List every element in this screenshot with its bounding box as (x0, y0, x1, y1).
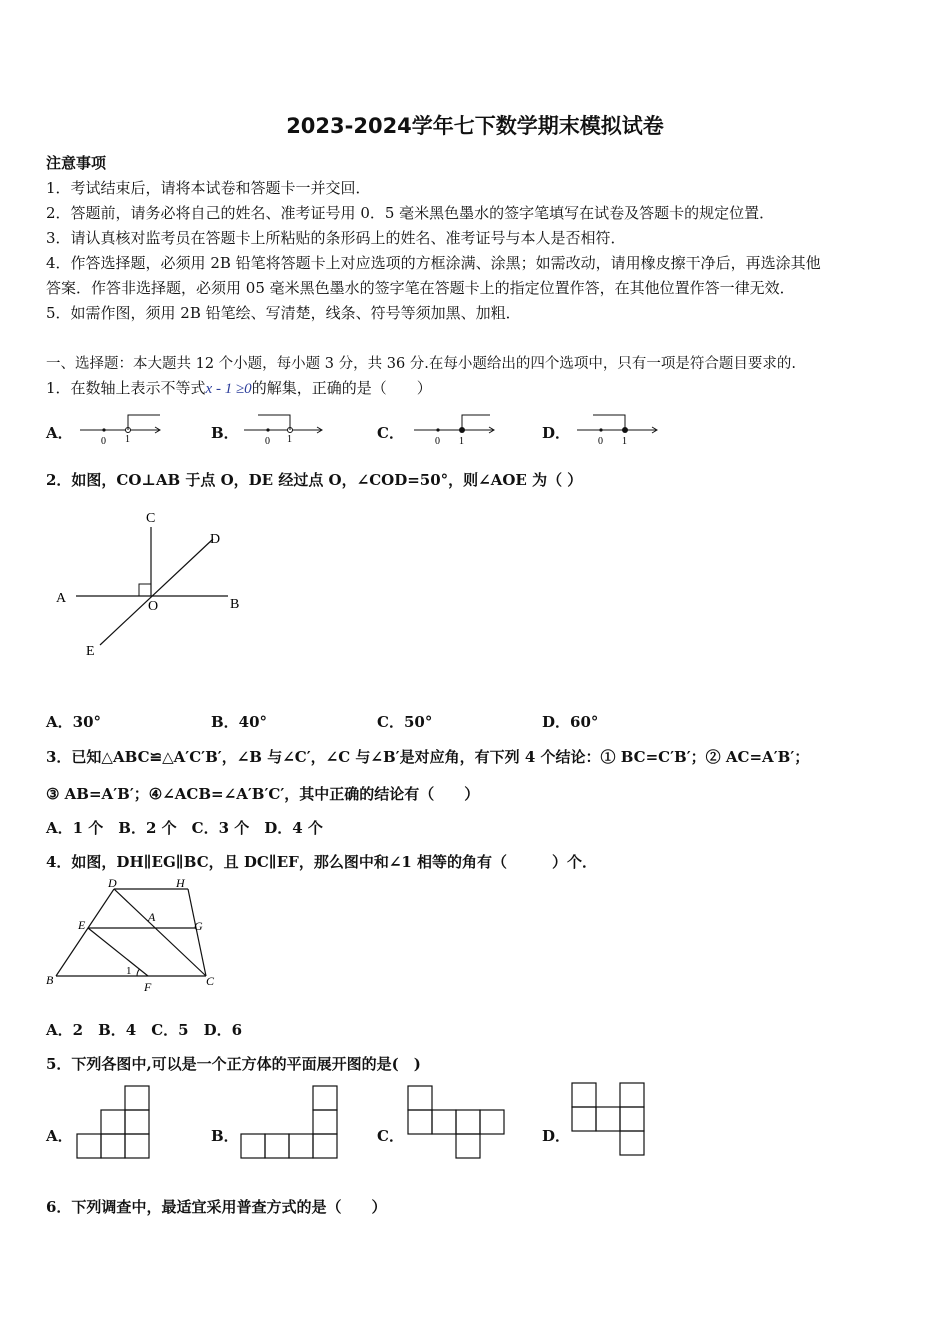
q5-option-a-net (75, 1084, 155, 1162)
q5-option-c-label: C． (377, 1127, 404, 1145)
q2-option-a: A．30° (46, 713, 102, 731)
q1-option-c-numberline (410, 408, 500, 448)
notice-heading: 注意事项 (46, 154, 107, 172)
q1-option-c-label: C． (377, 424, 404, 442)
q1-inequality: x - 1 ≥0 (205, 381, 252, 397)
label-d: D (210, 532, 221, 547)
label-e: E (78, 918, 86, 932)
q5-option-b-label: B． (211, 1127, 239, 1145)
label-f: F (144, 980, 152, 994)
q1-option-a-numberline (76, 408, 166, 448)
q5-option-a-label: A． (46, 1127, 73, 1145)
q1-option-d-numberline (573, 408, 663, 448)
label-b: B (230, 597, 240, 612)
label-b: B (46, 973, 54, 987)
q1-suffix: 的解集，正确的是（ ） (251, 379, 432, 397)
tick-label: 1 (125, 434, 130, 445)
tick-label: 0 (435, 436, 440, 447)
tick-label: 1 (287, 434, 292, 445)
notice-item: 答案．作答非选择题，必须用 05 毫米黑色墨水的签字笔在答题卡上的指定位置作答，在其他位置作答一律无效． (46, 279, 795, 297)
q1-option-d-label: D． (542, 424, 571, 442)
q5-option-d-label: D． (542, 1127, 571, 1145)
label-c: C (146, 511, 156, 526)
q4-figure (42, 877, 227, 997)
q4-options: A．2 B．4 C．5 D．6 (46, 1021, 243, 1039)
label-e: E (86, 644, 95, 659)
q1-option-b-label: B． (211, 424, 239, 442)
question-6: 6．下列调查中，最适宜采用普查方式的是（ ） (46, 1198, 387, 1216)
q2-option-d: D．60° (542, 713, 599, 731)
label-g: G (194, 919, 203, 933)
q2-option-b: B．40° (211, 713, 268, 731)
label-a: A (148, 910, 156, 924)
label-a: A (56, 591, 67, 606)
q1-prefix: 1．在数轴上表示不等式 (46, 379, 206, 397)
question-5: 5．下列各图中,可以是一个正方体的平面展开图的是( ) (46, 1055, 421, 1073)
tick-label: 0 (101, 436, 106, 447)
section-heading: 一、选择题：本大题共 12 个小题，每小题 3 分，共 36 分.在每小题给出的四个选项中，只有一项是符合题目要求的. (46, 356, 796, 372)
question-4: 4．如图，DH∥EG∥BC，且 DC∥EF，那么图中和∠1 相等的角有（ ）个． (46, 853, 598, 871)
notice-item: 2．答题前，请务必将自己的姓名、准考证号用 0．5 毫米黑色墨水的签字笔填写在试卷及答题卡的规定位置． (46, 204, 775, 222)
tick-label: 1 (622, 436, 627, 447)
label-angle-1: 1 (126, 965, 132, 977)
question-3-line-1: 3．已知△ABC≌△A′C′B′，∠B 与∠C′，∠C 与∠B′是对应角，有下列 4 个结论：① BC=C′B′；② AC=A′B′； (46, 748, 810, 766)
label-h: H (176, 877, 185, 890)
question-2: 2．如图，CO⊥AB 于点 O，DE 经过点 O，∠COD=50°，则∠AOE 为（ ） (46, 471, 583, 489)
tick-label: 1 (459, 436, 464, 447)
label-d: D (108, 877, 117, 890)
label-c: C (206, 974, 215, 988)
q5-option-d-net (570, 1081, 650, 1161)
q1-option-b-numberline (240, 408, 330, 448)
question-3-line-2: ③ AB=A′B′；④∠ACB=∠A′B′C′，其中正确的结论有（ ） (46, 785, 480, 803)
q5-option-c-net (406, 1084, 510, 1162)
q5-option-b-net (239, 1084, 343, 1162)
q1-option-a-label: A． (46, 424, 73, 442)
q2-figure (48, 505, 253, 665)
tick-label: 0 (598, 436, 603, 447)
page-title: 2023-2024学年七下数学期末模拟试卷 (286, 114, 664, 138)
notice-item: 5．如需作图，须用 2B 铅笔绘、写清楚，线条、符号等须加黑、加粗． (46, 304, 521, 322)
question-1 (46, 377, 432, 398)
label-o: O (148, 599, 159, 614)
notice-item: 3．请认真核对监考员在答题卡上所粘贴的条形码上的姓名、准考证号与本人是否相符． (46, 229, 626, 247)
q3-options: A．1 个 B．2 个 C．3 个 D．4 个 (46, 819, 323, 837)
notice-item: 1．考试结束后，请将本试卷和答题卡一并交回． (46, 179, 371, 197)
tick-label: 0 (265, 436, 270, 447)
q2-option-c: C．50° (377, 713, 433, 731)
notice-item: 4．作答选择题，必须用 2B 铅笔将答题卡上对应选项的方框涂满、涂黑；如需改动，请用橡皮擦干净后，再选涂其他 (46, 254, 821, 272)
